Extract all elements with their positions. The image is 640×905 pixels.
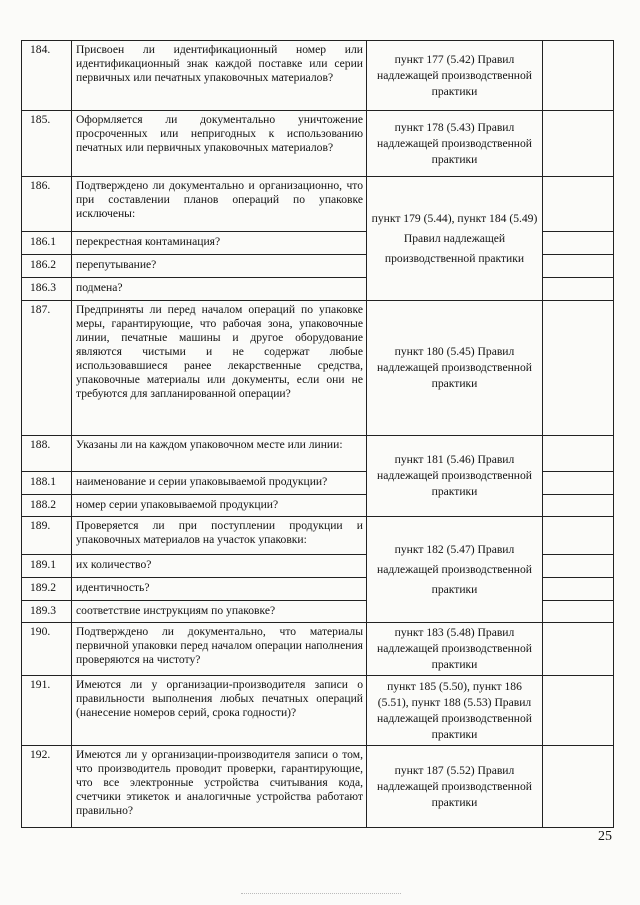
answer-cell[interactable] [543,436,614,472]
item-question: Оформляется ли документально уничтожение просроченных или непригодных к использованию печатных или первичных упаковочных материалов? [72,111,367,177]
item-question: соответствие инструкциям по упаковке? [72,601,367,623]
item-question: подмена? [72,278,367,301]
item-number: 184. [22,41,72,111]
item-number: 189.1 [22,555,72,578]
answer-cell[interactable] [543,301,614,436]
item-reference: пункт 178 (5.43) Правил надлежащей производственной практики [367,111,543,177]
item-question: Проверяется ли при поступлении продукции и упаковочных материалов на участок упаковки: [72,517,367,555]
item-number: 189. [22,517,72,555]
item-reference: пункт 177 (5.42) Правил надлежащей производственной практики [367,41,543,111]
item-number: 188.2 [22,495,72,517]
answer-cell[interactable] [543,177,614,232]
table-row [22,41,614,111]
answer-cell[interactable] [543,472,614,495]
table-row [22,517,614,555]
table-row [22,177,614,232]
table-row [22,436,614,472]
item-number: 186.2 [22,255,72,278]
item-question: Присвоен ли идентификационный номер или идентификационный знак каждой поставке или серии первичных или печатных упаковочных материалов? [72,41,367,111]
item-reference: пункт 183 (5.48) Правил надлежащей производственной практики [367,623,543,676]
item-number: 185. [22,111,72,177]
answer-cell[interactable] [543,495,614,517]
answer-cell[interactable] [543,746,614,828]
answer-cell[interactable] [543,111,614,177]
answer-cell[interactable] [543,255,614,278]
item-question: Имеются ли у организации-производителя записи о правильности выполнения любых печатных операций (нанесение номеров серий, срока годности)? [72,676,367,746]
item-question: перекрестная контаминация? [72,232,367,255]
item-number: 191. [22,676,72,746]
item-question: их количество? [72,555,367,578]
answer-cell[interactable] [543,555,614,578]
item-question: идентичность? [72,578,367,601]
table-row [22,676,614,746]
table-row [22,746,614,828]
item-reference: пункт 180 (5.45) Правил надлежащей производственной практики [367,301,543,436]
item-question: Подтверждено ли документально, что материалы первичной упаковки перед началом операции наполнения проверяются на чистоту? [72,623,367,676]
table-row [22,623,614,676]
item-question: Указаны ли на каждом упаковочном месте или линии: [72,436,367,472]
item-number: 188.1 [22,472,72,495]
table-row [22,111,614,177]
answer-cell[interactable] [543,232,614,255]
item-number: 192. [22,746,72,828]
item-number: 186. [22,177,72,232]
item-number: 188. [22,436,72,472]
answer-cell[interactable] [543,578,614,601]
answer-cell[interactable] [543,517,614,555]
item-number: 189.2 [22,578,72,601]
scan-artifact-line [241,893,401,894]
item-reference: пункт 179 (5.44), пункт 184 (5.49) Правил надлежащей производственной практики [367,177,543,301]
item-question: наименование и серии упаковываемой продукции? [72,472,367,495]
answer-cell[interactable] [543,676,614,746]
item-question: Предприняты ли перед началом операций по упаковке меры, гарантирующие, что рабочая зона, упаковочные линии, печатные машины и другое оборудование являются чистыми и не содержат любые использовавшиеся ранее лекарственные средства, упаковочные материалы или документы, если они не требуются для запланированной операции? [72,301,367,436]
table-row [22,301,614,436]
item-reference: пункт 187 (5.52) Правил надлежащей производственной практики [367,746,543,828]
item-question: Имеются ли у организации-производителя записи о том, что производитель проводит проверки, гарантирующие, что все электронные устройства считывания кода, счетчики этикеток и аналогичные устройства работают правильно? [72,746,367,828]
checklist-table [21,40,614,828]
item-number: 186.1 [22,232,72,255]
item-question: Подтверждено ли документально и организационно, что при составлении планов операций по упаковке исключены: [72,177,367,232]
answer-cell[interactable] [543,41,614,111]
item-reference: пункт 185 (5.50), пункт 186 (5.51), пункт 188 (5.53) Правил надлежащей производственной практики [367,676,543,746]
answer-cell[interactable] [543,278,614,301]
item-number: 189.3 [22,601,72,623]
page-number: 25 [598,829,612,844]
item-question: перепутывание? [72,255,367,278]
item-reference: пункт 182 (5.47) Правил надлежащей производственной практики [367,517,543,623]
answer-cell[interactable] [543,623,614,676]
item-number: 186.3 [22,278,72,301]
item-number: 190. [22,623,72,676]
item-number: 187. [22,301,72,436]
item-reference: пункт 181 (5.46) Правил надлежащей производственной практики [367,436,543,517]
item-question: номер серии упаковываемой продукции? [72,495,367,517]
answer-cell[interactable] [543,601,614,623]
